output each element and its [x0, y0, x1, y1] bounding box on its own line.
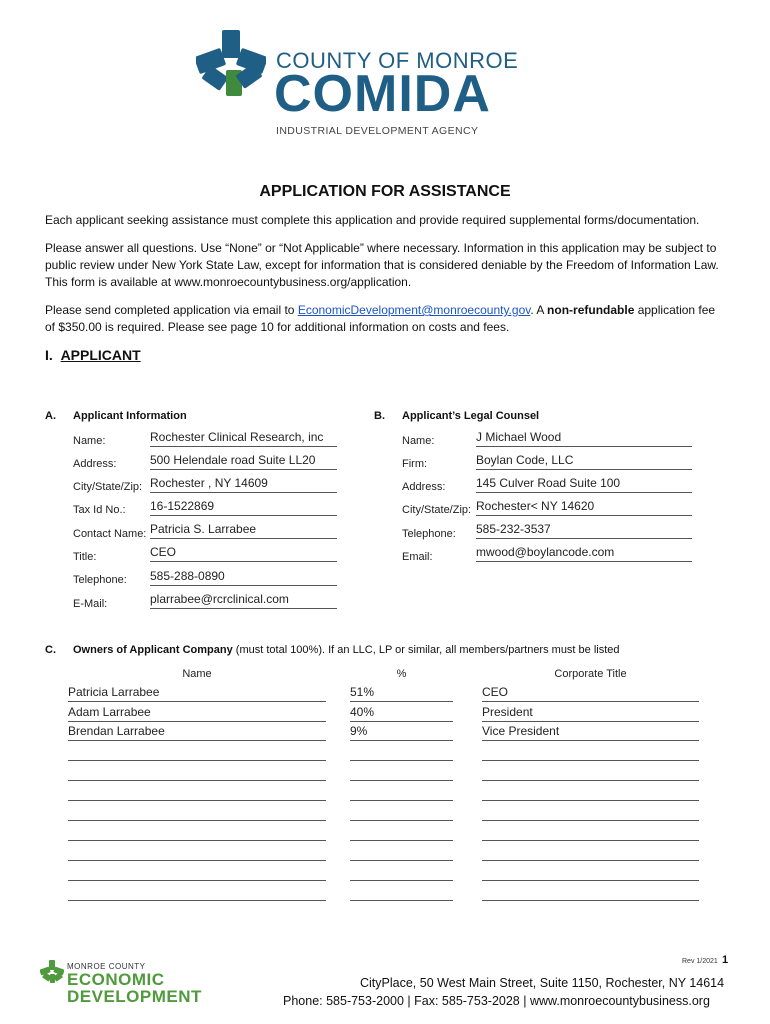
applicant-address-label: Address: [73, 458, 117, 470]
applicant-heading: Applicant Information [73, 410, 187, 422]
section-number: I. [45, 347, 53, 363]
applicant-email-label: E-Mail: [73, 598, 108, 610]
section-heading [45, 347, 141, 363]
counsel-name-field[interactable]: J Michael Wood [476, 430, 692, 447]
intro-paragraph-3 [45, 302, 725, 336]
applicant-name-label: Name: [73, 435, 106, 447]
applicant-name-field[interactable]: Rochester Clinical Research, inc [150, 430, 337, 447]
p3-text-b: . A [530, 303, 548, 317]
applicant-address-field[interactable]: 500 Helendale road Suite LL20 [150, 453, 337, 470]
owner-percent-empty-field[interactable] [350, 780, 453, 781]
counsel-address-label: Address: [402, 481, 446, 493]
owner-percent-empty-field[interactable] [350, 860, 453, 861]
owners-description [73, 644, 620, 656]
p3-text-a: Please send completed application via email to [45, 303, 298, 317]
owner-name-empty-field[interactable] [68, 880, 326, 881]
footer-address: CityPlace, 50 West Main Street, Suite 1150, Rochester, NY 14614 [360, 976, 725, 990]
p3-text-c: application fee of $350.00 is required. Please see page 10 for additional information on costs and fees. [45, 303, 716, 334]
intro-paragraph-1: Each applicant seeking assistance must complete this application and provide required supplemental forms/documentation. [45, 213, 700, 227]
owner-title-empty-field[interactable] [482, 900, 699, 901]
owner-title-empty-field[interactable] [482, 780, 699, 781]
owner-percent-field[interactable]: 9% [350, 724, 453, 741]
econ-dev-logo-icon [40, 960, 64, 984]
owners-note: (must total 100%). If an LLC, LP or similar, all members/partners must be listed [232, 644, 620, 656]
owner-name-field[interactable]: Adam Larrabee [68, 705, 326, 722]
owner-percent-empty-field[interactable] [350, 880, 453, 881]
counsel-telephone-field[interactable]: 585-232-3537 [476, 522, 692, 539]
owner-name-empty-field[interactable] [68, 860, 326, 861]
counsel-email-label: Email: [402, 551, 433, 563]
applicant-email-field[interactable]: plarrabee@rcrclinical.com [150, 592, 337, 609]
owner-percent-empty-field[interactable] [350, 840, 453, 841]
owners-heading: Owners of Applicant Company [73, 644, 233, 656]
owner-title-field[interactable]: President [482, 705, 699, 722]
owner-title-empty-field[interactable] [482, 880, 699, 881]
applicant-taxid-field[interactable]: 16-1522869 [150, 499, 337, 516]
counsel-firm-field[interactable]: Boylan Code, LLC [476, 453, 692, 470]
p3-bold: non-refundable [547, 303, 635, 317]
owner-percent-field[interactable]: 40% [350, 705, 453, 722]
counsel-letter: B. [374, 410, 385, 422]
owner-title-field[interactable]: CEO [482, 685, 699, 702]
intro-paragraph-2: Please answer all questions. Use “None” or “Not Applicable” where necessary. Information in this application may be subject to public review under New York State Law, except for information that is considered deniable by the Freedom of Information Law. This form is available at www.monroecountybusiness.org/application. [45, 241, 719, 289]
logo-county-text: COUNTY OF MONROE [276, 48, 519, 73]
owner-title-empty-field[interactable] [482, 760, 699, 761]
footer-economic-text: ECONOMIC [67, 970, 165, 989]
footer-contact: Phone: 585-753-2000 | Fax: 585-753-2028 | www.monroecountybusiness.org [283, 994, 710, 1008]
owner-name-field[interactable]: Patricia Larrabee [68, 685, 326, 702]
owner-name-empty-field[interactable] [68, 900, 326, 901]
counsel-heading: Applicant’s Legal Counsel [402, 410, 540, 422]
counsel-email-field[interactable]: mwood@boylancode.com [476, 545, 692, 562]
owner-percent-empty-field[interactable] [350, 820, 453, 821]
owner-percent-empty-field[interactable] [350, 760, 453, 761]
applicant-title-label: Title: [73, 551, 97, 563]
revision-label: Rev 1/2021 [682, 958, 718, 965]
owner-name-empty-field[interactable] [68, 780, 326, 781]
owner-percent-empty-field[interactable] [350, 800, 453, 801]
owner-name-empty-field[interactable] [68, 840, 326, 841]
owner-name-empty-field[interactable] [68, 800, 326, 801]
counsel-firm-label: Firm: [402, 458, 428, 470]
owner-title-empty-field[interactable] [482, 820, 699, 821]
comida-logo-icon [196, 30, 266, 100]
footer-county-text: MONROE COUNTY [67, 962, 146, 971]
logo-tagline: INDUSTRIAL DEVELOPMENT AGENCY [276, 125, 479, 137]
applicant-contact-label: Contact Name: [73, 528, 147, 540]
email-link[interactable]: EconomicDevelopment@monroecounty.gov [297, 303, 531, 317]
applicant-city-label: City/State/Zip: [73, 481, 143, 493]
applicant-telephone-field[interactable]: 585-288-0890 [150, 569, 337, 586]
counsel-telephone-label: Telephone: [402, 528, 456, 540]
owner-title-empty-field[interactable] [482, 840, 699, 841]
owner-title-field[interactable]: Vice President [482, 724, 699, 741]
applicant-contact-field[interactable]: Patricia S. Larrabee [150, 522, 337, 539]
applicant-city-field[interactable]: Rochester , NY 14609 [150, 476, 337, 493]
footer-development-text: DEVELOPMENT [67, 987, 202, 1006]
col-header-title: Corporate Title [554, 668, 627, 680]
owner-name-field[interactable]: Brendan Larrabee [68, 724, 326, 741]
page-number: 1 [722, 954, 729, 966]
owners-letter: C. [45, 644, 56, 656]
owner-percent-empty-field[interactable] [350, 900, 453, 901]
counsel-address-field[interactable]: 145 Culver Road Suite 100 [476, 476, 692, 493]
form-title: APPLICATION FOR ASSISTANCE [259, 183, 511, 200]
owner-name-empty-field[interactable] [68, 760, 326, 761]
owner-title-empty-field[interactable] [482, 860, 699, 861]
applicant-taxid-label: Tax Id No.: [73, 504, 126, 516]
applicant-letter: A. [45, 410, 56, 422]
section-title: APPLICANT [60, 347, 141, 363]
owner-name-empty-field[interactable] [68, 820, 326, 821]
applicant-telephone-label: Telephone: [73, 574, 127, 586]
owner-title-empty-field[interactable] [482, 800, 699, 801]
counsel-name-label: Name: [402, 435, 435, 447]
applicant-title-field[interactable]: CEO [150, 545, 337, 562]
owner-percent-field[interactable]: 51% [350, 685, 453, 702]
counsel-city-field[interactable]: Rochester< NY 14620 [476, 499, 692, 516]
col-header-name: Name [182, 668, 212, 680]
col-header-percent: % [396, 668, 407, 680]
logo-name-text: COMIDA [274, 65, 491, 123]
counsel-city-label: City/State/Zip: [402, 504, 472, 516]
